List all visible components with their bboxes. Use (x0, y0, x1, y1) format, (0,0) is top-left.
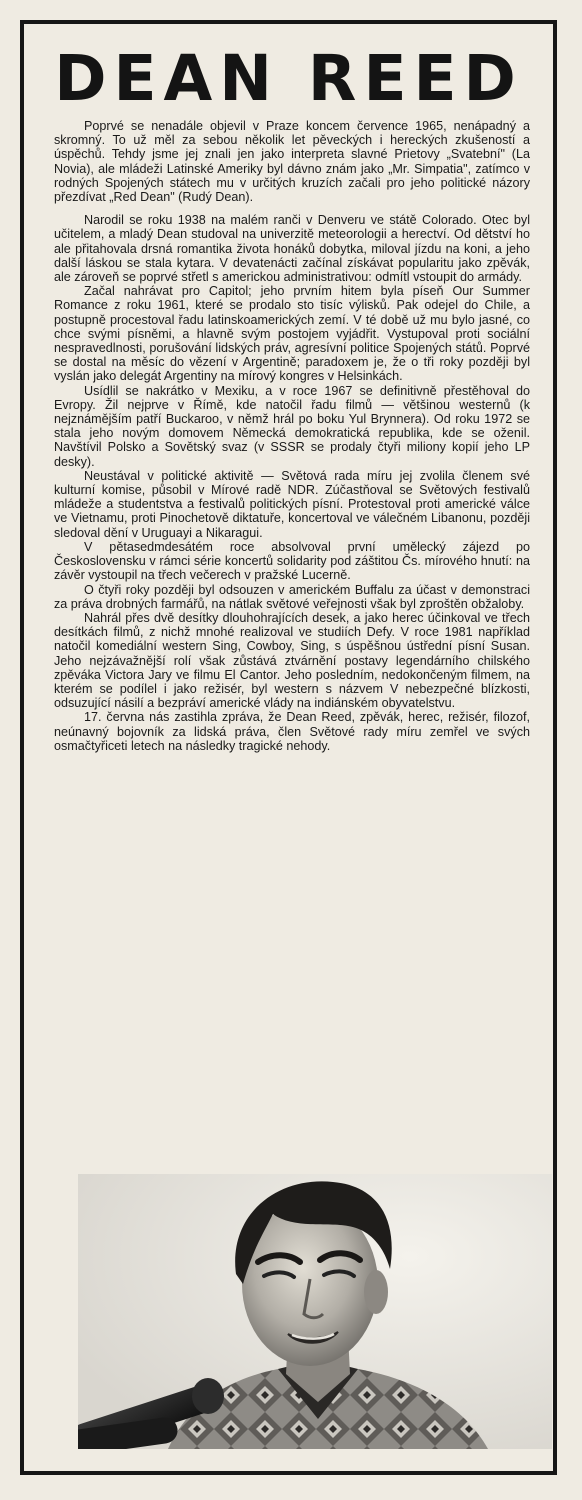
paragraph-activism: Neustával v politické aktivitě — Světová rada míru jej zvolila členem své kulturní komise, působil v Mírové radě NDR. Zúčastňoval se Světových festivalů mládeže a studentstva a festivalů politických písní. Protestoval proti americké válce ve Vietnamu, proti Pinochetově diktatuře, koncertoval ve válečném Libanonu, později sledoval dění v Uruguayi a Nikaragui. (54, 468, 530, 540)
paragraph-buffalo: O čtyři roky později byl odsouzen v americkém Buffalu za účast v demonstraci za práva drobných farmářů, na nátlak světové veřejnosti však byl zproštěn obžaloby. (54, 582, 530, 611)
paragraph-childhood: Narodil se roku 1938 na malém ranči v Denveru ve státě Colorado. Otec byl učitelem, a mladý Dean studoval na univerzitě meteorologii a herectví. Od dětství ho ale přitahovala drsná romantika života honáků dobytka, miloval jízdu na koni, a jeho další láskou se stala kytara. V devatenácti začínal získávat popularitu jako zpěvák, ale zároveň se poprvé střetl s americkou administrativou: odmítl vstoupit do armády. (54, 213, 530, 285)
paragraph-death: 17. června nás zastihla zpráva, že Dean Reed, zpěvák, herec, režisér, filozof, neúnavný bojovník za lidská práva, člen Světové rady míru zemřel ve svých osmačtyřiceti letech na následky tragické nehody. (54, 710, 530, 753)
portrait-illustration (78, 1174, 552, 1449)
paragraph-europe: Usídlil se nakrátko v Mexiku, a v roce 1967 se definitivně přestěhoval do Evropy. Žil nejprve v Římě, kde natočil řadu filmů — většinou westernů (k nejznámějším patří Buckaroo, v němž hrál po boku Yul Brynnera). Od roku 1972 se stala jeho novým domovem Německá demokratická republika, kde se oženil. Navštívil Polsko a Sovětský svaz (v SSSR se prodaly čtyři miliony kopií jeho LP desky). (54, 383, 530, 469)
paragraph-intro: Poprvé se nenadále objevil v Praze koncem července 1965, nenápadný a skromný. To už měl za sebou několik let pěveckých i hereckých zkušeností a úspěchů. Tehdy jsme jej znali jen jako interpreta slavné Prietovy „Svatební" (La Novia), ale mládeži Latinské Ameriky byl dávno znám jako „Mr. Simpatia", zatímco v rodných Spojených státech mu v určitých kruzích začali pro jeho politické názory přezdívat „Red Dean" (Rudý Dean). (54, 119, 530, 205)
article-body (54, 110, 530, 753)
paragraph-films: Nahrál přes dvě desítky dlouhohrajících desek, a jako herec účinkoval ve třech desítkách filmů, z nichž mnohé realizoval ve studiích Defy. V roce 1981 například natočil komediální western Sing, Cowboy, Sing, s úspěšnou ústřední písní Susan. Jeho nejzávažnější rolí však zůstává ztvárnění postavy legendárního chilského zpěváka Victora Jary ve filmu El Cantor. Jeho posledním, nedokončeným filmem, na kterém se podílel i jako režisér, byl western s názvem V nebezpečné blízkosti, odsuzující násilí a bezpráví americké vlády na indiánském obyvatelstvu. (54, 610, 530, 711)
article-frame (20, 20, 557, 1475)
ear (364, 1270, 388, 1314)
paragraph-career-start: Začal nahrávat pro Capitol; jeho prvním hitem byla píseň Our Summer Romance z roku 1961, které se prodalo sto tisíc výlisků. Pak odejel do Chile, a postupně procestoval řadu latinskoamerických zemí. V té době už mu bylo jasné, co chce svými písněmi, a hlavně svým postojem vyjádřit. Vystupoval proti sociální nespravedlnosti, porušování lidských práv, agresívní politice Spojených států. Poprvé se dostal na měsíc do vězení v Argentině; paradoxem je, že o tři roky později byl vyslán jako delegát Argentiny na mírový kongres v Helsinkách. (54, 284, 530, 384)
paragraph-czechoslovakia-tour: V pětasedmdesátém roce absolvoval první umělecký zájezd po Československu v rámci série koncertů solidarity pod záštitou Čs. mírového hnutí: na závěr vystoupil na třech večerech v pražské Lucerně. (54, 539, 530, 583)
portrait-photo (78, 1174, 552, 1449)
headline: DEAN REED (54, 42, 523, 115)
